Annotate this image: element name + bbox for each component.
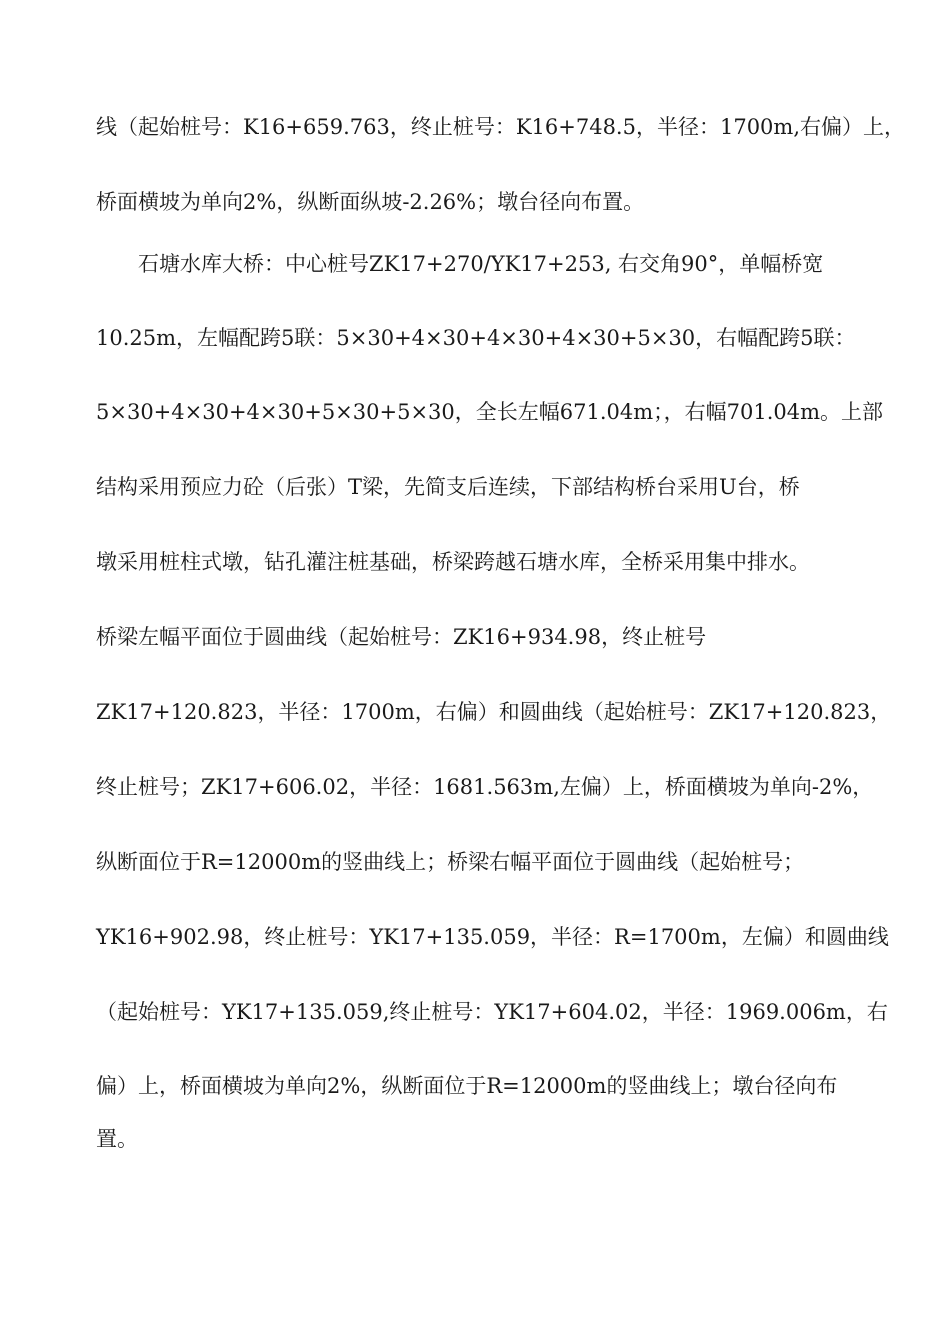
- text-line-6: 结构采用预应力砼（后张）T梁，先简支后连续，下部结构桥台采用U台，桥: [96, 475, 800, 499]
- text-line-4: 10.25m，左幅配跨5联：5×30+4×30+4×30+4×30+5×30，右幅配跨5联：: [96, 326, 856, 350]
- text-line-15: 置。: [96, 1127, 138, 1151]
- text-line-14: 偏）上，桥面横坡为单向2%，纵断面位于R=12000m的竖曲线上；墩台径向布: [96, 1074, 838, 1098]
- text-line-11: 纵断面位于R=12000m的竖曲线上；桥梁右幅平面位于圆曲线（起始桩号；: [96, 850, 805, 874]
- text-line-10: 终止桩号；ZK17+606.02，半径：1681.563m,左偏）上，桥面横坡为单向-2%，: [96, 775, 874, 799]
- text-line-9: ZK17+120.823，半径：1700m，右偏）和圆曲线（起始桩号：ZK17+120.823，: [96, 700, 892, 724]
- text-line-1: 线（起始桩号：K16+659.763，终止桩号：K16+748.5，半径：1700m,右偏）上，: [96, 115, 906, 139]
- text-line-13: （起始桩号：YK17+135.059,终止桩号：YK17+604.02，半径：1969.006m，右: [96, 1000, 888, 1024]
- text-line-3: 石塘水库大桥：中心桩号ZK17+270/YK17+253, 右交角90°，单幅桥宽: [138, 252, 824, 276]
- text-line-2: 桥面横坡为单向2%，纵断面纵坡-2.26%；墩台径向布置。: [96, 190, 645, 214]
- text-line-8: 桥梁左幅平面位于圆曲线（起始桩号：ZK16+934.98，终止桩号: [96, 625, 707, 649]
- text-line-12: YK16+902.98，终止桩号：YK17+135.059，半径：R=1700m，左偏）和圆曲线: [96, 925, 889, 949]
- text-line-7: 墩采用桩柱式墩，钻孔灌注桩基础，桥梁跨越石塘水库，全桥采用集中排水。: [96, 550, 810, 574]
- text-line-5: 5×30+4×30+4×30+5×30+5×30，全长左幅671.04m；，右幅701.04m。上部: [96, 400, 884, 424]
